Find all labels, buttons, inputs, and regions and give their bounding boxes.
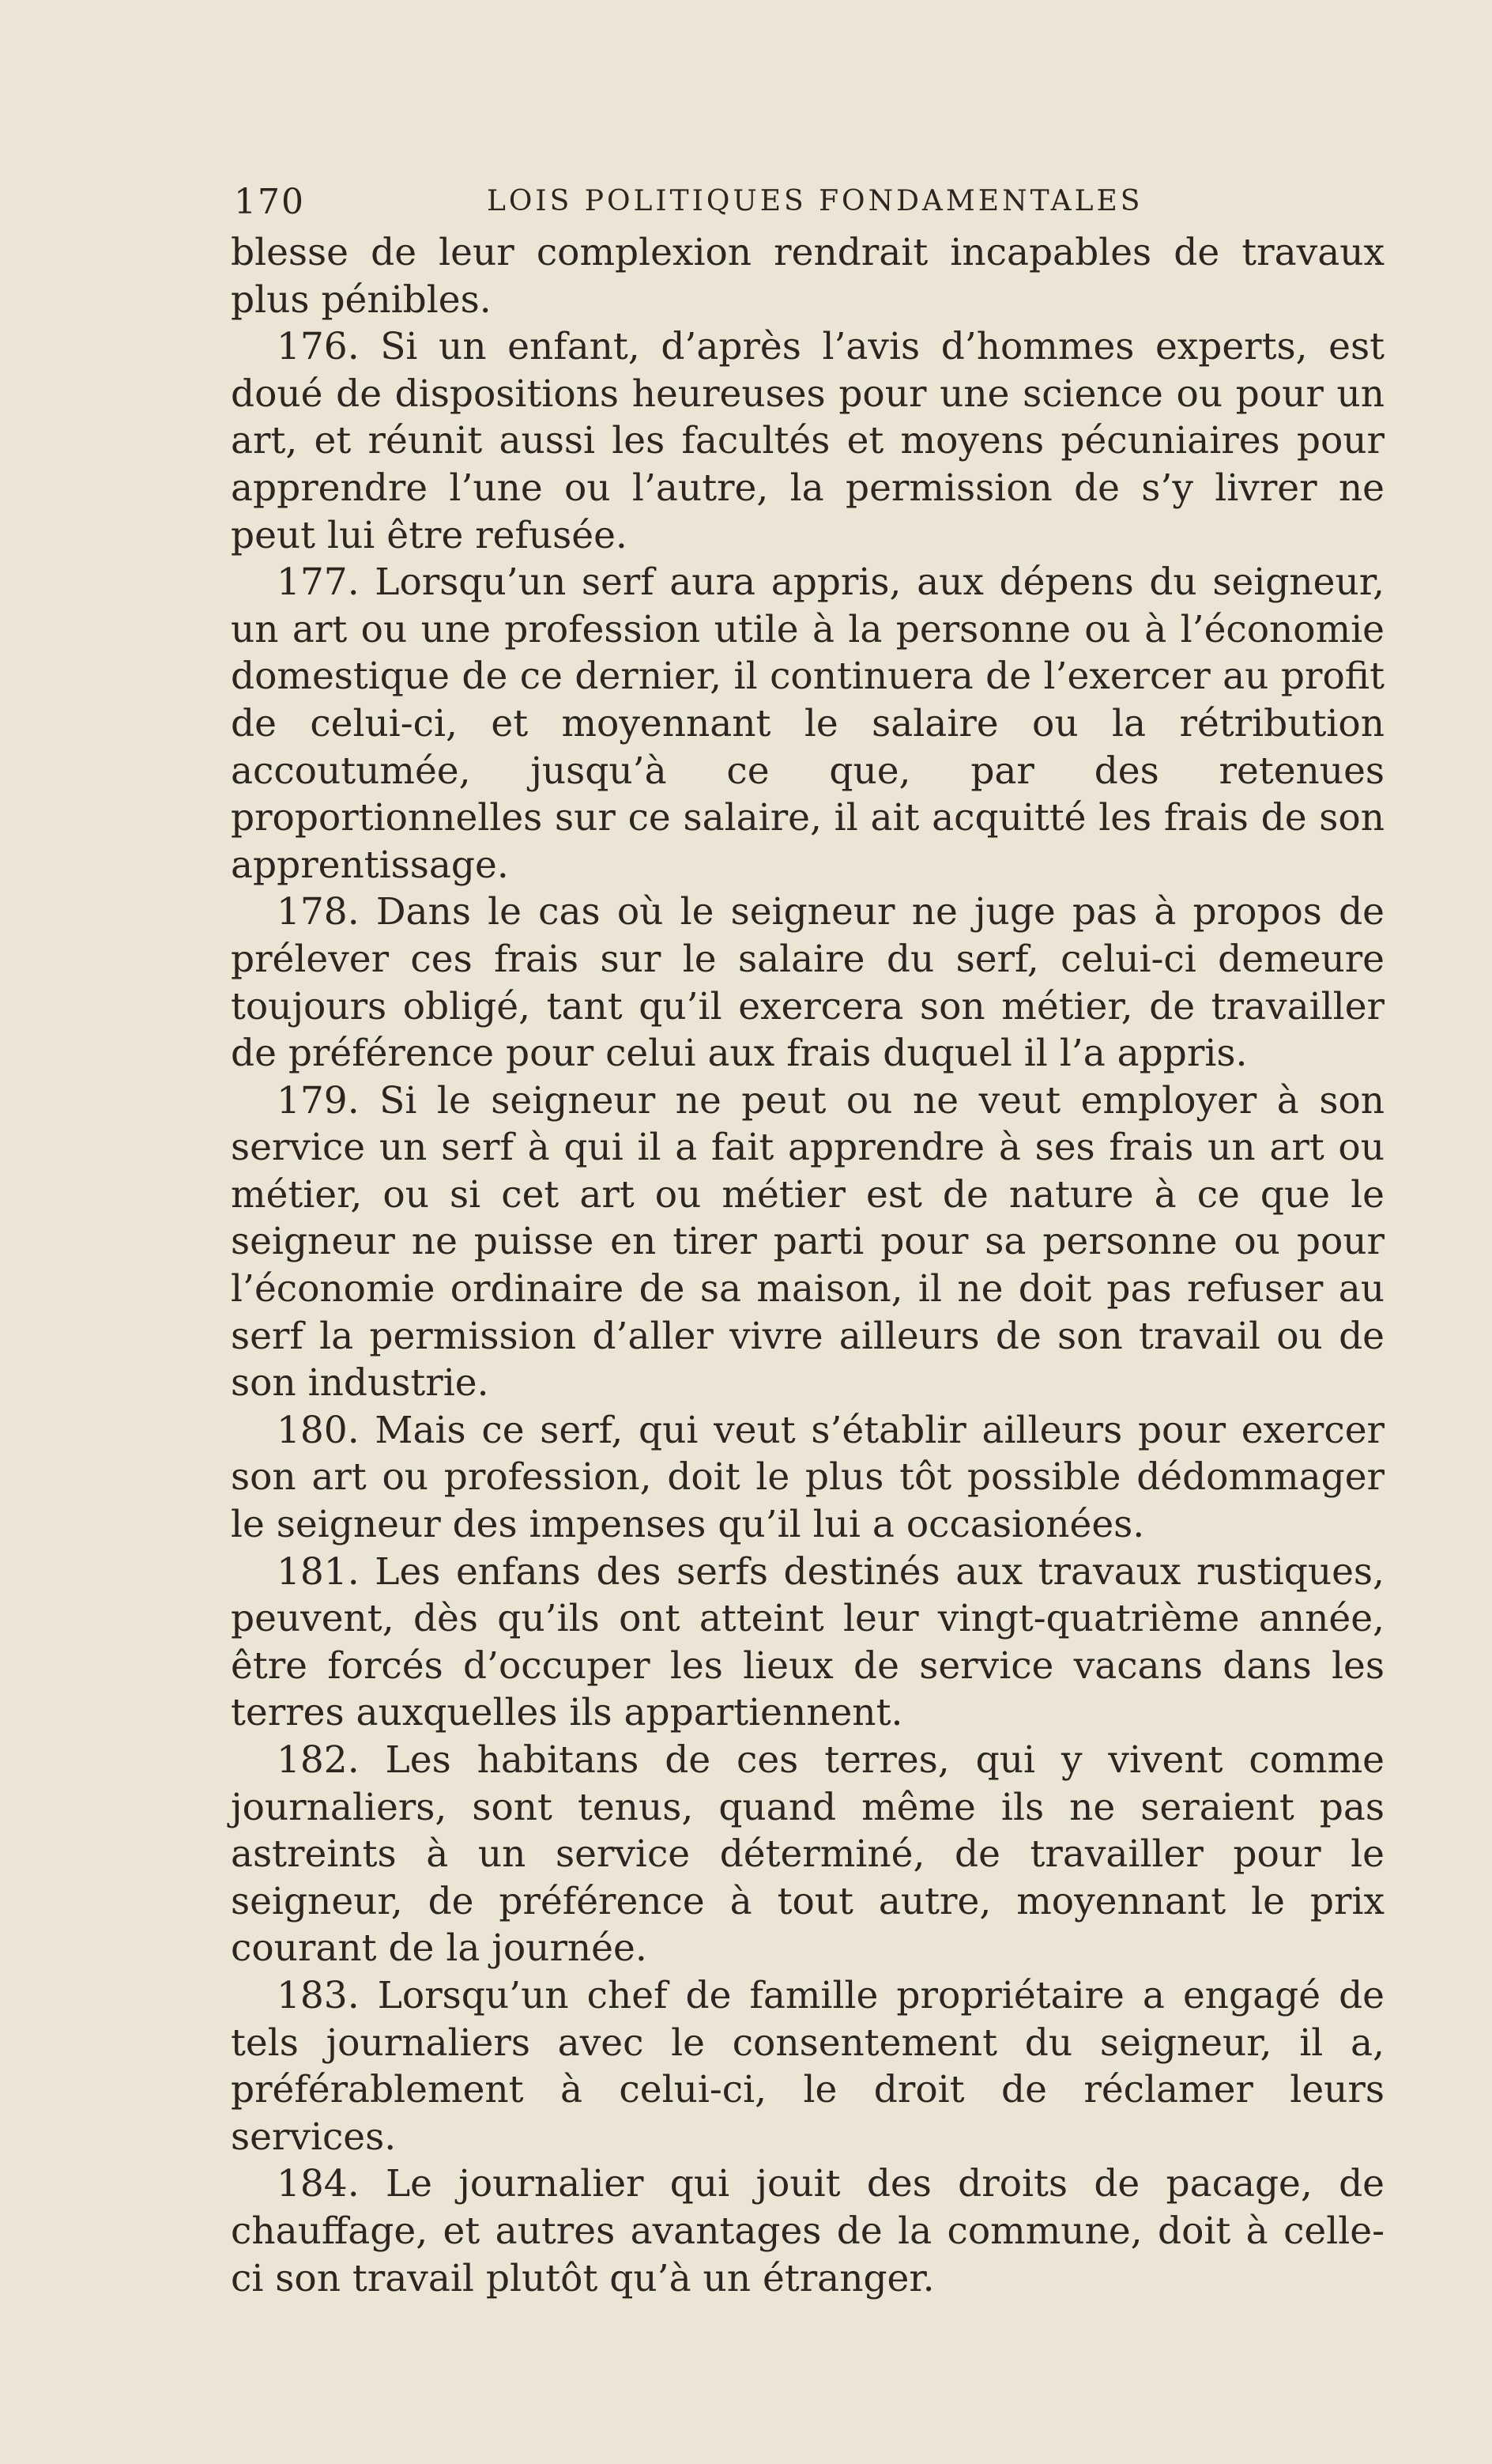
article-179: 179. Si le seigneur ne peut ou ne veut employer à son service un serf à qui il a fait apprendre à ses frais un art ou métier, ou si cet art ou métier est de nature à ce que le seigneur ne puisse en tirer parti pour sa personne ou pour l’économie ordinaire de sa maison, il ne doit pas refuser au serf la permission d’aller vivre ailleurs de son travail ou de son industrie. (231, 1078, 1385, 1406)
body-text (231, 229, 1385, 2302)
article-178: 178. Dans le cas où le seigneur ne juge pas à propos de prélever ces frais sur le salaire du serf, celui-ci demeure toujours obligé, tant qu’il exercera son métier, de travailler de préférence pour celui aux frais duquel il l’a appris. (231, 890, 1385, 1076)
article-183: 183. Lorsqu’un chef de famille propriétaire a engagé de tels journaliers avec le consentement du seigneur, il a, préférablement à celui-ci, le droit de réclamer leurs services. (231, 1973, 1385, 2159)
article-176: 176. Si un enfant, d’après l’avis d’hommes experts, est doué de dispositions heureuses pour une science ou pour un art, et réunit aussi les facultés et moyens pécuniaires pour apprendre l’une ou l’autre, la permission de s’y livrer ne peut lui être refusée. (231, 325, 1385, 557)
article-181: 181. Les enfans des serfs destinés aux travaux rustiques, peuvent, dès qu’ils ont atteint leur vingt-quatrième année, être forcés d’occuper les lieux de service vacans dans les terres auxquelles ils appartiennent. (231, 1549, 1385, 1735)
paragraph-continuation: blesse de leur complexion rendrait incapables de travaux plus pénibles. (231, 231, 1385, 322)
page-number: 170 (234, 182, 305, 222)
article-180: 180. Mais ce serf, qui veut s’établir ailleurs pour exercer son art ou profession, doit le plus tôt possible dédommager le seigneur des impenses qu’il lui a occasionées. (231, 1408, 1385, 1547)
article-184: 184. Le journalier qui jouit des droits de pacage, de chauffage, et autres avantages de la commune, doit à celle-ci son travail plutôt qu’à un étranger. (231, 2162, 1385, 2300)
running-title: LOIS POLITIQUES FONDAMENTALES (487, 185, 1143, 217)
article-182: 182. Les habitans de ces terres, qui y vivent comme journaliers, sont tenus, quand même ils ne seraient pas astreints à un service déterminé, de travailler pour le seigneur, de préférence à tout autre, moyennant le prix courant de la journée. (231, 1738, 1385, 1971)
running-head (234, 182, 1159, 221)
article-177: 177. Lorsqu’un serf aura appris, aux dépens du seigneur, un art ou une profession utile à la personne ou à l’économie domestique de ce dernier, il continuera de l’exercer au profit de celui-ci, et moyennant le salaire ou la rétribution accoutumée, jusqu’à ce que, par des retenues proportionnelles sur ce salaire, il ait acquitté les frais de son apprentissage. (231, 560, 1385, 887)
